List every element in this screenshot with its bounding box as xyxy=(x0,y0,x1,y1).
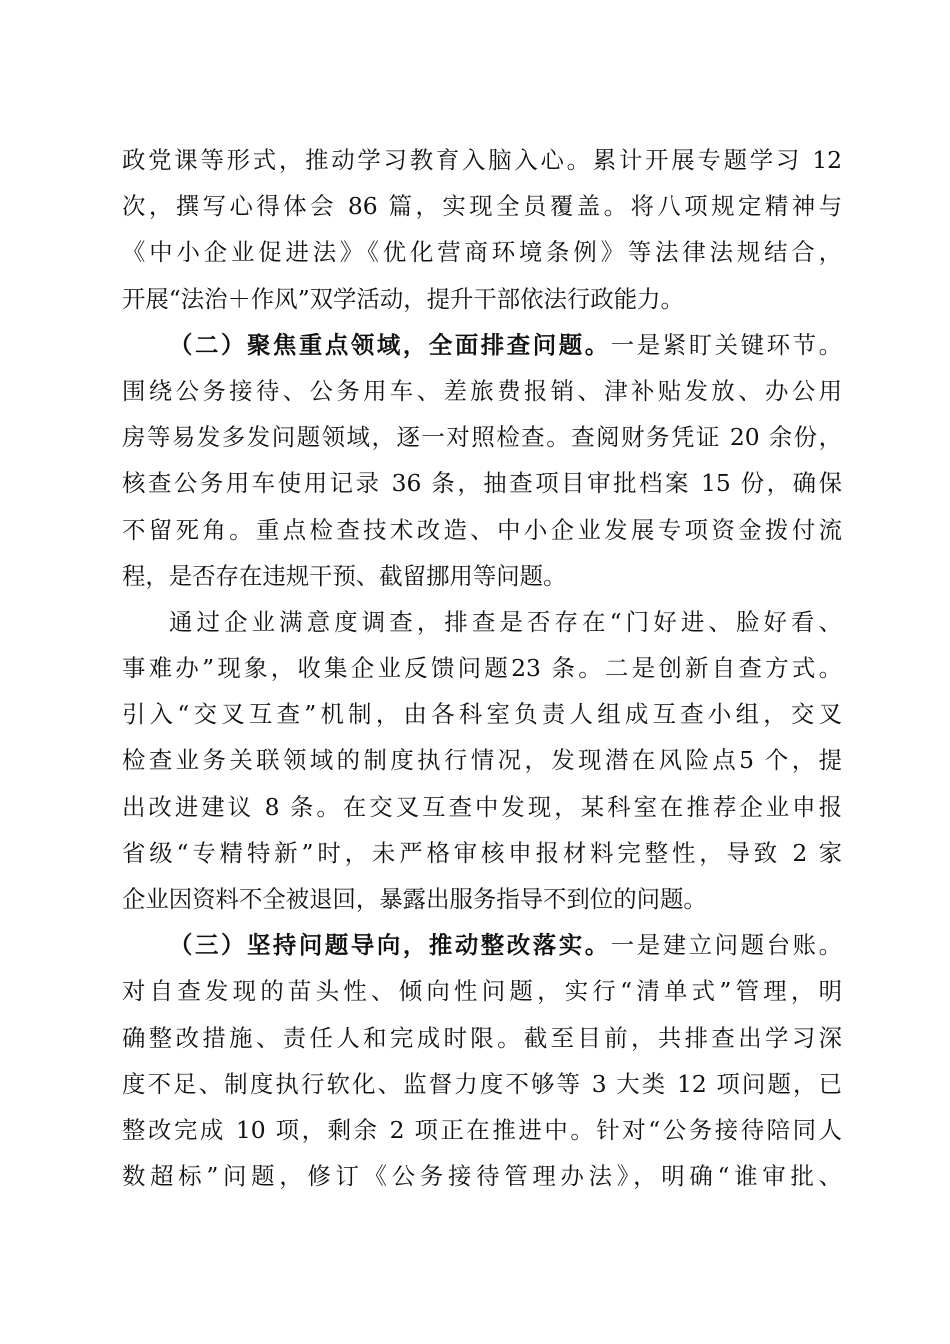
line-text: 政党课等形式，推动学习教育入脑入心。累计开展专题学习 12 xyxy=(122,146,842,174)
text-line xyxy=(122,599,842,645)
line-text: 对自查发现的苗头性、倾向性问题，实行“清单式”管理，明 xyxy=(122,977,842,1006)
text-line xyxy=(122,414,842,460)
line-text: 省级“专精特新”时，未严格审核申报材料完整性，导致 2 家 xyxy=(122,838,842,867)
text-line xyxy=(122,1153,842,1199)
line-text: 通过企业满意度调查，排查是否存在“门好进、脸好看、 xyxy=(169,607,842,636)
document-body xyxy=(122,137,842,1199)
text-line xyxy=(122,229,842,275)
line-text: 程，是否存在违规干预、截留挪用等问题。 xyxy=(122,561,567,590)
paragraph xyxy=(122,137,842,322)
text-line xyxy=(122,137,842,183)
text-line xyxy=(122,322,842,368)
text-line xyxy=(122,553,842,599)
text-line xyxy=(122,368,842,414)
line-text: 房等易发多发问题领域，逐一对照检查。查阅财务凭证 20 余份， xyxy=(122,423,842,452)
text-line xyxy=(122,784,842,830)
line-text: 次，撰写心得体会 86 篇，实现全员覆盖。将八项规定精神与 xyxy=(122,192,842,221)
line-text: 《中小企业促进法》《优化营商环境条例》等法律法规结合， xyxy=(122,238,842,267)
paragraph xyxy=(122,599,842,922)
line-text: 围绕公务接待、公务用车、差旅费报销、津补贴发放、办公用 xyxy=(122,376,842,405)
text-line xyxy=(122,1015,842,1061)
line-text: 出改进建议 8 条。在交叉互查中发现，某科室在推荐企业申报 xyxy=(122,792,842,821)
text-line xyxy=(122,922,842,968)
text-line xyxy=(122,737,842,783)
text-line xyxy=(122,183,842,229)
text-line xyxy=(122,968,842,1014)
text-line xyxy=(122,460,842,506)
paragraph xyxy=(122,922,842,1199)
text-line xyxy=(122,1107,842,1153)
section-heading: （二）聚焦重点领域，全面排查问题。 xyxy=(169,330,611,359)
line-text: 检查业务关联领域的制度执行情况，发现潜在风险点5 个，提 xyxy=(122,746,842,775)
text-line xyxy=(122,830,842,876)
text-line xyxy=(122,1061,842,1107)
line-text: 开展“法治＋作风”双学活动，提升干部依法行政能力。 xyxy=(122,284,684,313)
line-text: 度不足、制度执行软化、监督力度不够等 3 大类 12 项问题，已 xyxy=(122,1069,842,1098)
text-line xyxy=(122,691,842,737)
line-text: 确整改措施、责任人和完成时限。截至目前，共排查出学习深 xyxy=(122,1023,842,1052)
line-text: 企业因资料不全被退回，暴露出服务指导不到位的问题。 xyxy=(122,885,707,913)
text-line xyxy=(122,876,842,922)
line-text: 事难办”现象，收集企业反馈问题23 条。二是创新自查方式。 xyxy=(122,654,842,683)
paragraph xyxy=(122,322,842,599)
line-text: 核查公务用车使用记录 36 条，抽查项目审批档案 15 份，确保 xyxy=(122,469,842,498)
line-text: 不留死角。重点检查技术改造、中小企业发展专项资金拨付流 xyxy=(122,515,842,544)
text-line xyxy=(122,507,842,553)
line-text: 引入“交叉互查”机制，由各科室负责人组成互查小组，交叉 xyxy=(122,700,842,729)
line-text: 一是建立问题台账。 xyxy=(610,931,842,960)
line-text: 一是紧盯关键环节。 xyxy=(610,330,842,359)
line-text: 数超标”问题，修订《公务接待管理办法》，明确“谁审批、 xyxy=(122,1162,842,1191)
text-line xyxy=(122,645,842,691)
section-heading: （三）坚持问题导向，推动整改落实。 xyxy=(169,931,611,960)
text-line xyxy=(122,276,842,322)
line-text: 整改完成 10 项，剩余 2 项正在推进中。针对“公务接待陪同人 xyxy=(122,1115,842,1144)
